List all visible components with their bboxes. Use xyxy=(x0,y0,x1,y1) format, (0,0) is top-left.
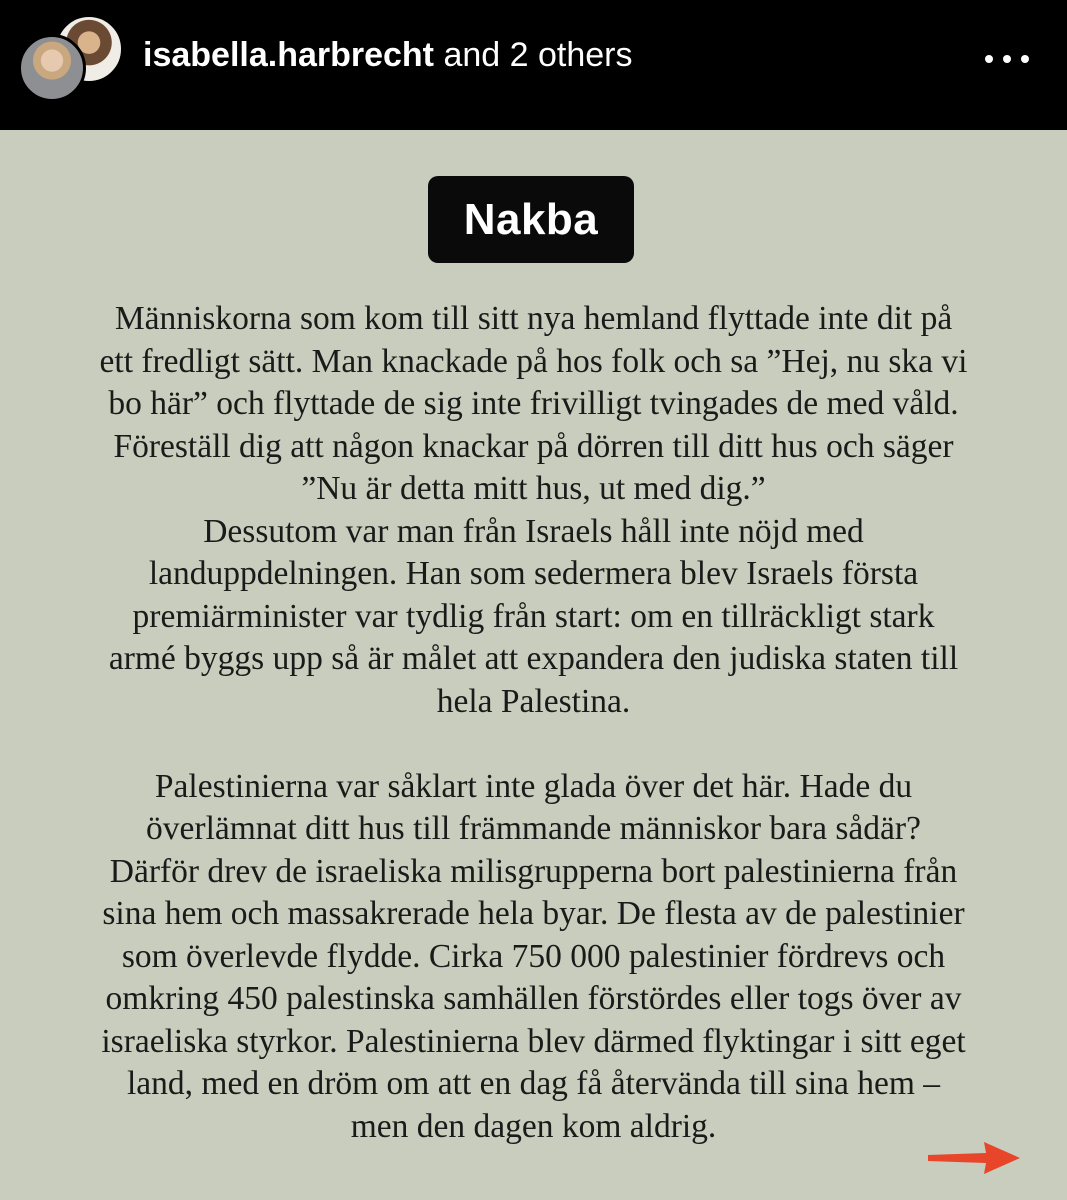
story-header xyxy=(0,0,1067,130)
others-text[interactable]: and 2 others xyxy=(434,36,633,74)
text-line: hela Palestina. xyxy=(436,682,631,720)
text-line: ett fredligt sätt. Man knackade på hos folk och sa ”Hej, nu ska vi xyxy=(99,342,968,380)
username-line xyxy=(143,36,633,75)
story-post xyxy=(0,130,1067,1200)
paragraph-1 xyxy=(20,298,1047,723)
text-line: omkring 450 palestinska samhällen förstördes eller togs över av xyxy=(105,980,962,1017)
title-badge xyxy=(428,176,634,263)
username-link[interactable]: isabella.harbrecht xyxy=(143,36,435,74)
more-dot xyxy=(1003,55,1011,63)
text-line: Människorna som kom till sitt nya hemland flyttade inte dit på xyxy=(114,300,953,337)
more-dot xyxy=(985,55,993,63)
text-line: men den dagen kom aldrig. xyxy=(350,1107,717,1145)
avatar[interactable] xyxy=(18,34,86,102)
text-line: ”Nu är detta mitt hus, ut med dig.” xyxy=(301,470,766,507)
arrow-right-icon-graphic xyxy=(924,1138,1024,1178)
text-line: landuppdelningen. Han som sedermera blev Israels första xyxy=(148,555,919,592)
avatar-stack[interactable] xyxy=(18,14,118,106)
text-line: sina hem och massakrerade hela byar. De flesta av de palestinier xyxy=(102,895,965,932)
arrow-right-icon[interactable] xyxy=(924,1138,1024,1178)
text-line: Palestinierna var såklart inte glada över det här. Hade du xyxy=(154,767,913,805)
more-horizontal-icon[interactable] xyxy=(985,44,1029,74)
text-line: Dessutom var man från Israels håll inte nöjd med xyxy=(203,512,864,550)
paragraph-2 xyxy=(20,766,1047,1149)
body-text xyxy=(20,298,1047,1148)
text-line: som överlevde flydde. Cirka 750 000 palestinier fördrevs och xyxy=(121,937,946,975)
paragraph-gap xyxy=(20,723,1047,766)
text-line: bo här” och flyttade de sig inte frivilligt tvingades de med våld. xyxy=(108,385,959,422)
text-line: land, med en dröm om att en dag få återvända till sina hem – xyxy=(126,1065,941,1102)
text-line: Föreställ dig att någon knackar på dörren till ditt hus och säger xyxy=(113,427,954,465)
more-dot xyxy=(1021,55,1029,63)
text-line: israeliska styrkor. Palestinierna blev därmed flyktingar i sitt eget xyxy=(101,1022,966,1060)
text-line: premiärminister var tydlig från start: om en tillräckligt stark xyxy=(132,597,935,635)
text-line: armé byggs upp så är målet att expandera den judiska staten till xyxy=(108,640,959,677)
text-line: Därför drev de israeliska milisgrupperna bort palestinierna från xyxy=(109,852,958,890)
text-line: överlämnat ditt hus till främmande människor bara sådär? xyxy=(146,810,921,847)
post-title: Nakba xyxy=(463,194,599,244)
